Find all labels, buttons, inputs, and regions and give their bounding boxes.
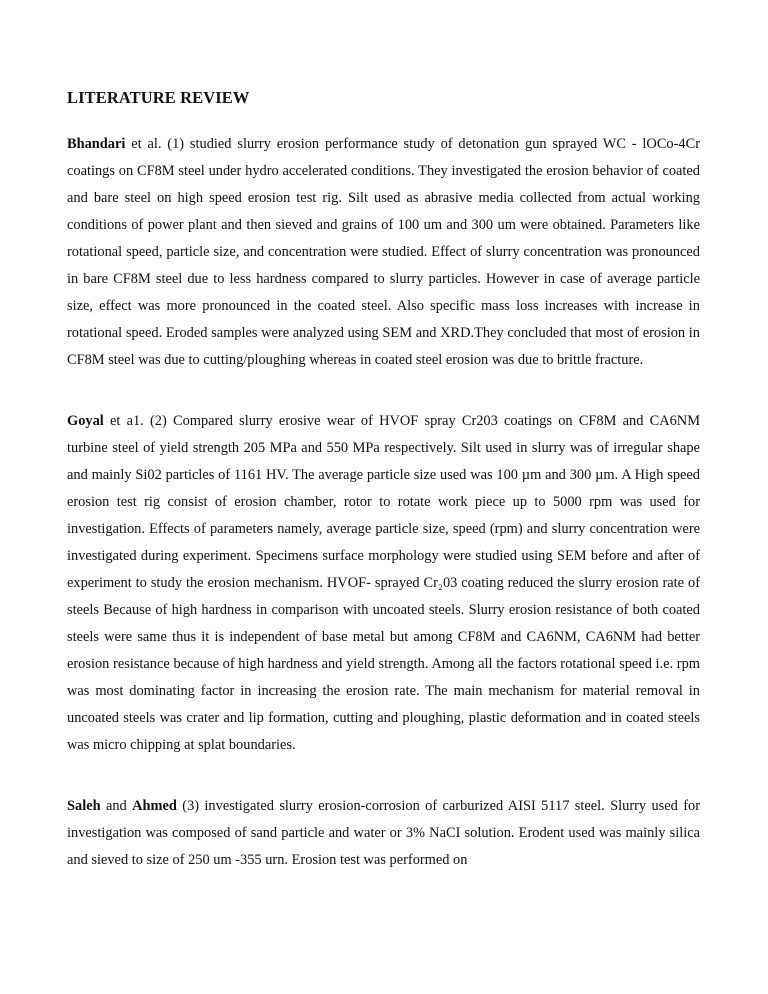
author-name-2: Ahmed [132,798,177,814]
author-connector: and [100,798,133,814]
author-name: Goyal [67,413,104,429]
paragraph-text: et al. (1) studied slurry erosion performance study of detonation gun sprayed WC - lOCo-4Cr coatings on CF8M steel under hydro accelerated conditions. They investigated the erosion behavior of coated and bare steel on high speed erosion test rig. Silt used as abrasive media collected from actual working conditions of power plant and then sieved and grains of 100 um and 300 um were obtained. Parameters like rotational speed, particle size, and concentration were studied. Effect of slurry concentration was pronounced in bare CF8M steel due to less hardness compared to slurry particles. However in case of average particle size, effect was more pronounced in the coated steel. Also specific mass loss increases with increase in rotational speed. Eroded samples were analyzed using SEM and XRD.They concluded that most of erosion in CF8M steel was due to cutting/ploughing whereas in coated steel erosion was due to brittle fracture. [67,136,700,368]
author-name: Saleh [67,798,101,814]
paragraph-bhandari [67,131,700,374]
paragraph-goyal [67,408,700,759]
author-name: Bhandari [67,136,126,152]
paragraph-saleh-ahmed [67,793,700,874]
paragraph-text: (3) investigated slurry erosion-corrosion of carburized AISI 5117 steel. Slurry used for investigation was composed of sand particle and water or 3% NaCI solution. Erodent used was mainly silica and sieved to size of 250 um -355 urn. Erosion test was performed on [67,798,700,868]
paragraph-text: et a1. (2) Compared slurry erosive wear of HVOF spray Cr203 coatings on CF8M and CA6NM turbine steel of yield strength 205 MPa and 550 MPa respectively. Silt used in slurry was of irregular shape and mainly Si02 particles of 1161 HV. The average particle size used was 100 µm and 300 µm. A High speed erosion test rig consist of erosion chamber, rotor to rotate work piece up to 5000 rpm was used for investigation. Effects of parameters namely, average particle size, speed (rpm) and slurry concentration were investigated during experiment. Specimens surface morphology were studied using SEM before and after of experiment to study the erosion mechanism. HVOF- sprayed Cr₂03 coating reduced the slurry erosion rate of steels Because of high hardness in comparison with uncoated steels. Slurry erosion resistance of both coated steels were same thus it is independent of base metal but among CF8M and CA6NM, CA6NM had better erosion resistance because of high hardness and yield strength. Among all the factors rotational speed i.e. rpm was most dominating factor in increasing the erosion rate. The main mechanism for material removal in uncoated steels was crater and lip formation, cutting and ploughing, plastic deformation and in coated steels was micro chipping at splat boundaries. [67,413,700,753]
section-title: LITERATURE REVIEW [67,88,250,107]
